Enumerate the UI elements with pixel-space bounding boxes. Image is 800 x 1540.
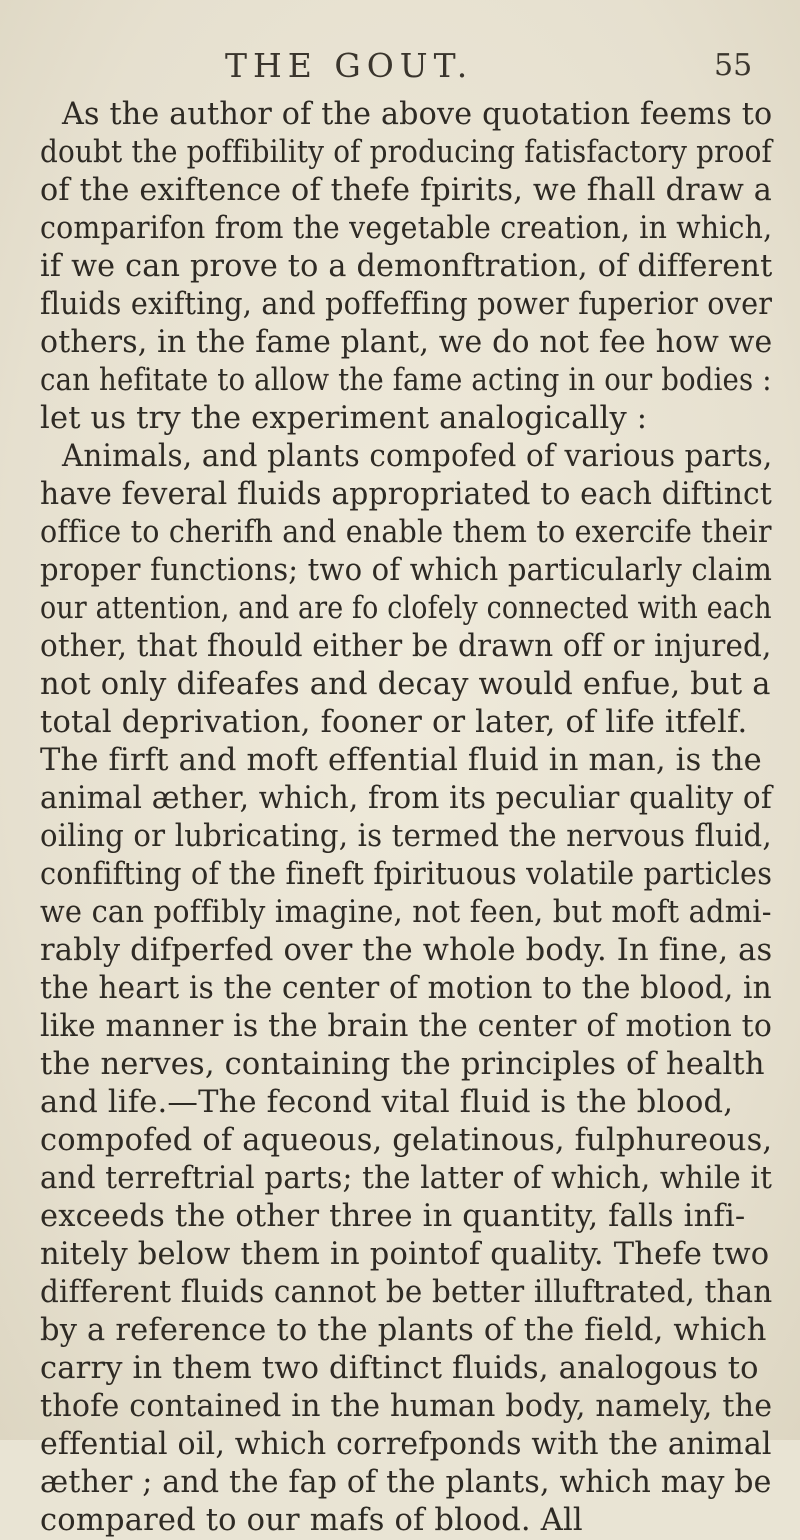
text-line: animal æther, which, from its peculiar quality of	[40, 781, 772, 816]
running-head-title: THE GOUT.	[225, 46, 474, 85]
text-line: compared to our mafs of blood. All	[40, 1503, 583, 1538]
text-line: æther ; and the fap of the plants, which may be	[40, 1465, 772, 1500]
text-line: total deprivation, fooner or later, of life itfelf.	[40, 705, 748, 740]
text-line: oiling or lubricating, is termed the nervous fluid,	[40, 819, 772, 854]
text-line: The firft and moft effential fluid in man, is the	[40, 743, 762, 778]
text-line: other, that fhould either be drawn off or injured,	[40, 629, 772, 664]
text-line: exceeds the other three in quantity, falls infi-	[40, 1199, 746, 1234]
text-line: if we can prove to a demonftration, of different	[40, 249, 773, 284]
text-line: let us try the experiment analogically :	[40, 401, 648, 436]
running-head	[0, 46, 800, 86]
text-line: our attention, and are fo clofely connected with each	[40, 591, 772, 626]
text-line: the nerves, containing the principles of health	[40, 1047, 765, 1082]
text-line: effential oil, which correfponds with the animal	[40, 1427, 772, 1462]
text-line: have feveral fluids appropriated to each diftinct	[40, 477, 773, 512]
text-line: not only difeafes and decay would enfue, but a	[40, 667, 771, 702]
text-line: like manner is the brain the center of motion to	[40, 1009, 773, 1044]
text-line: rably difperfed over the whole body. In fine, as	[40, 933, 773, 968]
text-line: and terreftrial parts; the latter of which, while it	[40, 1161, 773, 1196]
text-line: office to cherifh and enable them to exercife their	[40, 515, 772, 550]
text-line: the heart is the center of motion to the blood, in	[40, 971, 772, 1006]
text-line: of the exiftence of thefe fpirits, we fhall draw a	[40, 173, 773, 208]
text-line: Animals, and plants compofed of various parts,	[62, 439, 773, 474]
text-line: by a reference to the plants of the field, which	[40, 1313, 767, 1348]
text-line: different fluids cannot be better illuftrated, than	[40, 1275, 773, 1310]
text-line: we can poffibly imagine, not feen, but moft admi-	[40, 895, 772, 930]
text-line: others, in the fame plant, we do not fee how we	[40, 325, 773, 360]
page-number: 55	[714, 48, 753, 83]
text-line: and life.—The fecond vital fluid is the blood,	[40, 1085, 734, 1120]
text-line: can hefitate to allow the fame acting in our bodies :	[40, 363, 772, 398]
text-line: thofe contained in the human body, namely, the	[40, 1389, 773, 1424]
text-line: compofed of aqueous, gelatinous, fulphureous,	[40, 1123, 773, 1158]
text-line: carry in them two diftinct fluids, analogous to	[40, 1351, 759, 1386]
text-line: nitely below them in pointof quality. Thefe two	[40, 1237, 770, 1272]
text-line: As the author of the above quotation feems to	[62, 97, 773, 132]
text-line: doubt the poffibility of producing fatisfactory proof	[40, 135, 773, 170]
text-line: confifting of the fineft fpirituous volatile particles	[40, 857, 773, 892]
text-line: proper functions; two of which particularly claim	[40, 553, 773, 588]
text-line: fluids exifting, and poffeffing power fuperior over	[40, 287, 773, 322]
text-line: comparifon from the vegetable creation, in which,	[40, 211, 773, 246]
